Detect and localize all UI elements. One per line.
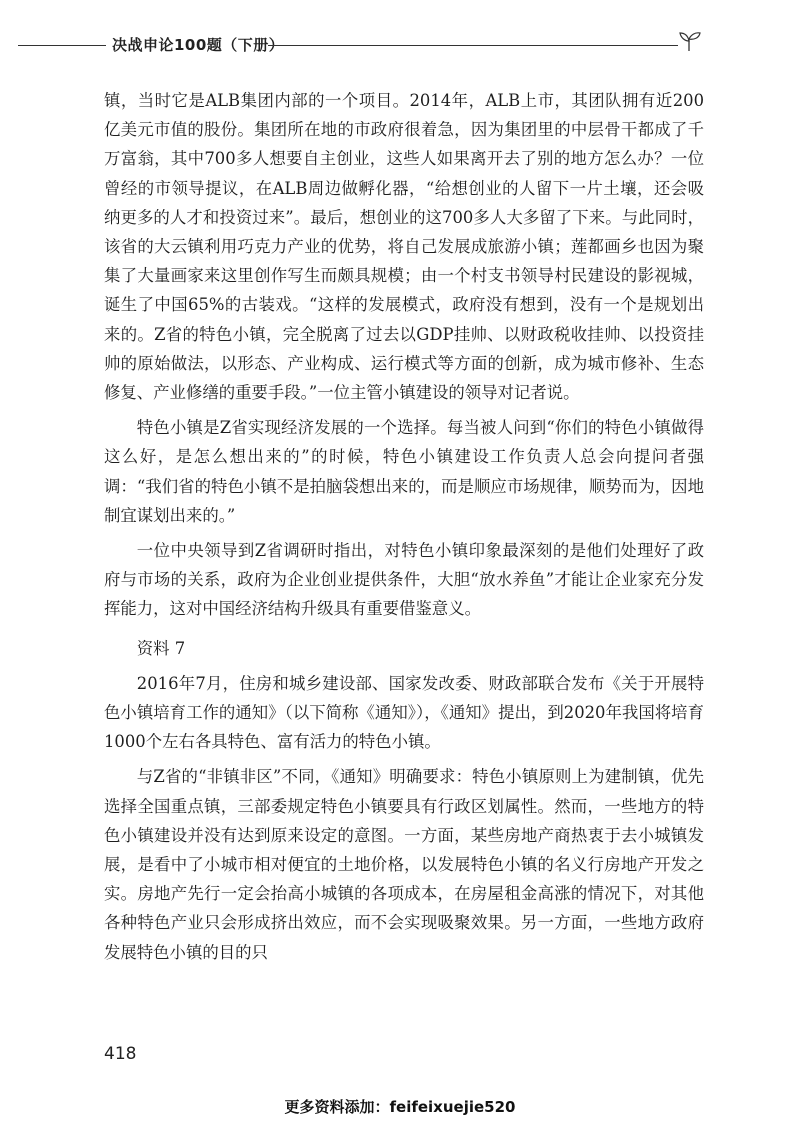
- book-title: 决战申论100题（下册）: [112, 36, 285, 54]
- paragraph: 一位中央领导到Z省调研时指出，对特色小镇印象最深刻的是他们处理好了政府与市场的关系，政府为企业创业提供条件，大胆“放水养鱼”才能让企业家充分发挥能力，这对中国经济结构升级具有重要借鉴意义。: [104, 541, 704, 619]
- paragraph-continued: 镇，当时它是ALB集团内部的一个项目。2014年，ALB上市，其团队拥有近200亿美元市值的股份。集团所在地的市政府很着急，因为集团里的中层骨干都成了千万富翁，其中700多人想要自主创业，这些人如果离开去了别的地方怎么办？一位曾经的市领导提议，在ALB周边做孵化器，“给想创业的人留下一片土壤，还会吸纳更多的人才和投资过来”。最后，想创业的这700多人大多留了下来。与此同时，该省的大云镇利用巧克力产业的优势，将自己发展成旅游小镇；莲都画乡也因为聚集了大量画家来这里创作写生而颇具规模；由一个村支书领导村民建设的影视城，诞生了中国65%的古装戏。“这样的发展模式，政府没有想到，没有一个是规划出来的。Z省的特色小镇，完全脱离了过去以GDP挂帅、以财政税收挂帅、以投资挂帅的原始做法，以形态、产业构成、运行模式等方面的创新，成为城市修补、生态修复、产业修缮的重要手段。”一位主管小镇建设的领导对记者说。: [104, 91, 704, 403]
- sprout-icon: [676, 30, 702, 52]
- header-rule-right: [268, 45, 678, 46]
- footer-note: 更多资料添加：feifeixuejie520: [284, 1098, 516, 1116]
- paragraph: 与Z省的“非镇非区”不同，《通知》明确要求：特色小镇原则上为建制镇，优先选择全国重点镇，三部委规定特色小镇要具有行政区划属性。然而，一些地方的特色小镇建设并没有达到原来设定的意图。一方面，某些房地产商热衷于去小城镇发展，是看中了小城市相对便宜的土地价格，以发展特色小镇的名义行房地产开发之实。房地产先行一定会抬高小城镇的各项成本，在房屋租金高涨的情况下，对其他各种特色产业只会形成挤出效应，而不会实现吸聚效果。另一方面，一些地方政府发展特色小镇的目的只: [104, 767, 704, 962]
- paragraph: 特色小镇是Z省实现经济发展的一个选择。每当被人问到“你们的特色小镇做得这么好，是怎么想出来的”的时候，特色小镇建设工作负责人总会向提问者强调：“我们省的特色小镇不是拍脑袋想出来的，而是顺应市场规律，顺势而为，因地制宜谋划出来的。”: [104, 418, 704, 525]
- page-number: 418: [104, 1044, 137, 1064]
- page-body: [104, 86, 704, 967]
- section-heading: 资料 7: [136, 638, 186, 658]
- running-header: [0, 28, 800, 68]
- paragraph: 2016年7月，住房和城乡建设部、国家发改委、财政部联合发布《关于开展特色小镇培育工作的通知》（以下简称《通知》），《通知》提出，到2020年我国将培育1000个左右各具特色、富有活力的特色小镇。: [104, 673, 704, 752]
- header-rule-left: [18, 45, 106, 46]
